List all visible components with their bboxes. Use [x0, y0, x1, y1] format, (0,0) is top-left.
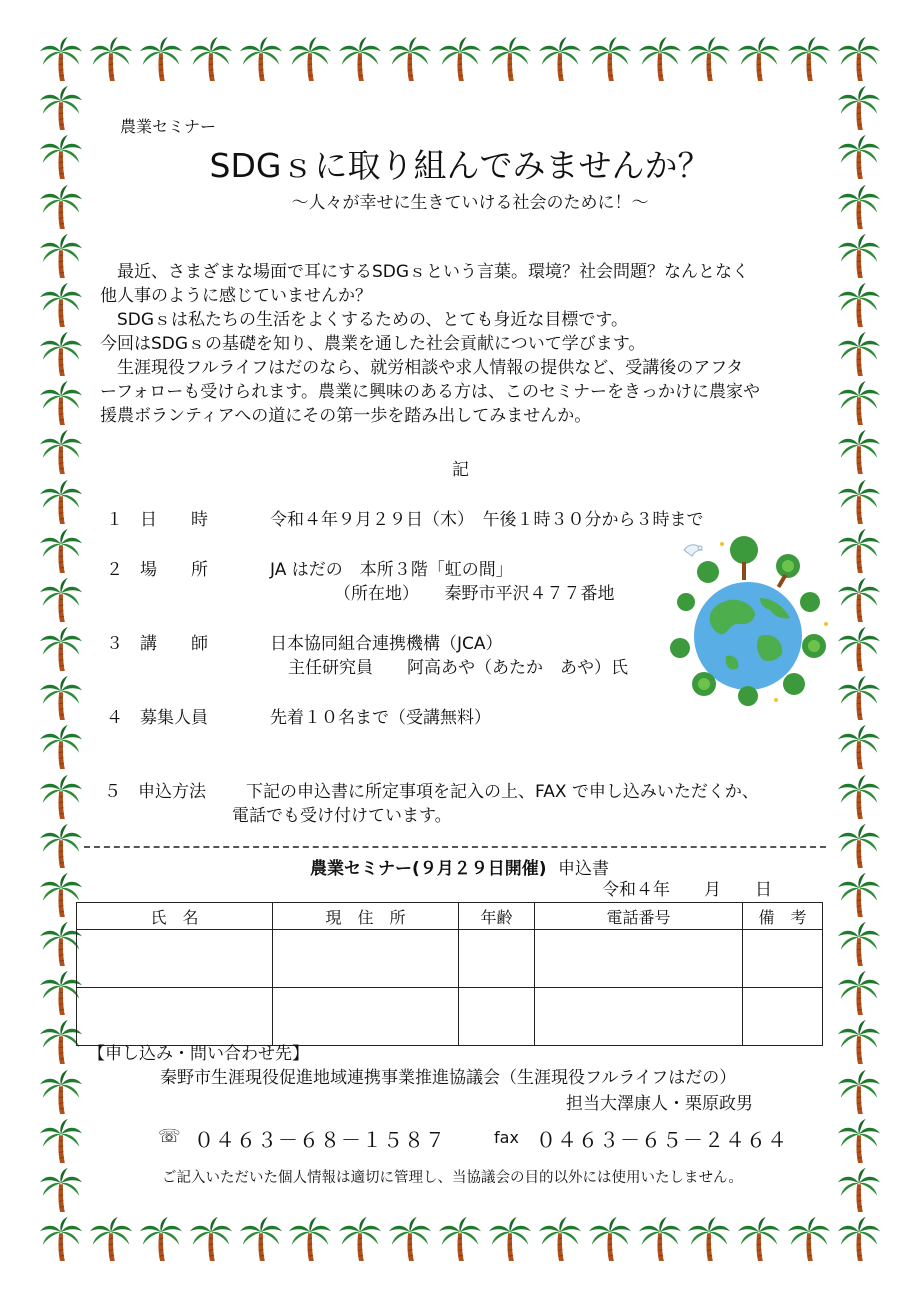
- palm-tree-icon: [736, 1216, 782, 1262]
- page-subtitle: ～人々が幸せに生きていける社会のために！～: [291, 193, 649, 213]
- palm-tree-icon: [287, 36, 333, 82]
- palm-tree-icon: [38, 1167, 84, 1213]
- palm-tree-icon: [836, 1118, 882, 1164]
- column-phone: 電話番号: [535, 903, 743, 930]
- item-4-num: ４: [106, 708, 123, 728]
- phone-cell[interactable]: [535, 930, 743, 988]
- remarks-cell[interactable]: [743, 930, 823, 988]
- tel-number: ０４６３－６８－１５８７: [194, 1128, 446, 1152]
- palm-tree-icon: [138, 1216, 184, 1262]
- item-4-label: 募集人員: [140, 708, 208, 728]
- page-title: SDGｓに取り組んでみませんか？: [209, 146, 711, 185]
- intro-line: 今回はSDGｓの基礎を知り、農業を通した社会貢献について学びます。: [100, 334, 646, 354]
- item-2-num: ２: [106, 560, 123, 580]
- dove-icon: [684, 545, 702, 556]
- form-date: 令和４年 月 日: [602, 880, 772, 900]
- palm-tree-icon: [836, 872, 882, 918]
- palm-tree-icon: [287, 1216, 333, 1262]
- intro-paragraph: [100, 260, 760, 428]
- fax-number: ０４６３－６５－２４６４: [536, 1128, 788, 1152]
- palm-tree-icon: [38, 331, 84, 377]
- contact-org: 秦野市生涯現役促進地域連携事業推進協議会（生涯現役フルライフはだの）: [160, 1068, 737, 1088]
- palm-tree-icon: [188, 36, 234, 82]
- item-1-value: 令和４年９月２９日（木） 午後１時３０分から３時まで: [270, 510, 704, 530]
- palm-tree-icon: [736, 36, 782, 82]
- address-cell[interactable]: [273, 930, 459, 988]
- age-cell[interactable]: [459, 930, 535, 988]
- palm-tree-icon: [38, 282, 84, 328]
- palm-tree-icon: [38, 1216, 84, 1262]
- phone-icon: ☏: [158, 1126, 181, 1147]
- earth-with-trees-icon: [664, 536, 832, 708]
- palm-tree-icon: [238, 36, 284, 82]
- fax-label: fax: [494, 1128, 519, 1147]
- palm-tree-icon: [587, 1216, 633, 1262]
- palm-tree-icon: [836, 233, 882, 279]
- palm-tree-icon: [836, 331, 882, 377]
- item-5-value-cont: 電話でも受け付けています。: [232, 806, 452, 826]
- intro-line: 生涯現役フルライフはだのなら、就労相談や求人情報の提供など、受講後のアフタ: [100, 358, 744, 378]
- name-cell[interactable]: [77, 930, 273, 988]
- palm-tree-icon: [836, 577, 882, 623]
- palm-tree-icon: [537, 36, 583, 82]
- palm-tree-icon: [836, 724, 882, 770]
- item-2-label: 場 所: [140, 560, 208, 580]
- palm-tree-icon: [836, 823, 882, 869]
- contact-heading: 【申し込み・問い合わせ先】: [88, 1044, 309, 1064]
- intro-line: 他人事のように感じていませんか？: [100, 286, 372, 306]
- palm-tree-icon: [437, 36, 483, 82]
- privacy-note: ご記入いただいた個人情報は適切に管理し、当協議会の目的以外には使用いたしません。: [162, 1170, 743, 1186]
- palm-tree-icon: [387, 36, 433, 82]
- item-4-value: 先着１０名まで（受講無料）: [270, 708, 491, 728]
- palm-tree-icon: [38, 85, 84, 131]
- item-5-label: 申込方法: [138, 782, 206, 802]
- item-5-num: ５: [104, 782, 121, 802]
- table-row: [77, 988, 823, 1046]
- intro-line: 援農ボランティアへの道にその第一歩を踏み出してみませんか。: [100, 406, 592, 426]
- palm-tree-icon: [88, 36, 134, 82]
- palm-tree-icon: [487, 36, 533, 82]
- palm-tree-icon: [38, 429, 84, 475]
- palm-tree-icon: [88, 1216, 134, 1262]
- remarks-cell[interactable]: [743, 988, 823, 1046]
- intro-line: SDGｓは私たちの生活をよくするための、とても身近な目標です。: [100, 310, 629, 330]
- palm-tree-icon: [836, 36, 882, 82]
- palm-tree-icon: [38, 626, 84, 672]
- palm-tree-icon: [786, 36, 832, 82]
- palm-tree-icon: [836, 85, 882, 131]
- table-row: [77, 930, 823, 988]
- palm-tree-icon: [537, 1216, 583, 1262]
- item-3-value: 日本協同組合連携機構（JCA）: [270, 634, 503, 654]
- column-address: 現 住 所: [273, 903, 459, 930]
- ki-mark: 記: [452, 460, 469, 480]
- palm-tree-icon: [38, 1069, 84, 1115]
- application-form-table: [76, 902, 823, 1046]
- palm-tree-icon: [38, 577, 84, 623]
- palm-tree-icon: [836, 1216, 882, 1262]
- palm-tree-icon: [836, 675, 882, 721]
- palm-tree-icon: [38, 724, 84, 770]
- item-3-label: 講 師: [140, 634, 208, 654]
- palm-tree-icon: [587, 36, 633, 82]
- palm-tree-icon: [637, 1216, 683, 1262]
- palm-tree-icon: [836, 282, 882, 328]
- palm-tree-icon: [38, 36, 84, 82]
- palm-tree-icon: [38, 774, 84, 820]
- intro-line: 最近、さまざまな場面で耳にするSDGｓという言葉。環境？社会問題？なんとなく: [100, 262, 750, 282]
- palm-tree-icon: [238, 1216, 284, 1262]
- palm-tree-icon: [38, 1118, 84, 1164]
- palm-tree-icon: [836, 921, 882, 967]
- palm-tree-icon: [38, 675, 84, 721]
- palm-tree-icon: [38, 823, 84, 869]
- item-1-label: 日 時: [140, 510, 208, 530]
- contact-persons: 担当大澤康人・栗原政男: [566, 1094, 753, 1114]
- palm-tree-icon: [387, 1216, 433, 1262]
- palm-tree-icon: [686, 36, 732, 82]
- palm-tree-icon: [836, 970, 882, 1016]
- cut-line: [84, 846, 826, 848]
- palm-tree-icon: [686, 1216, 732, 1262]
- item-5-value: 下記の申込書に所定事項を記入の上、FAX で申し込みいただくか、: [246, 782, 759, 802]
- form-title-suffix: 申込書: [557, 859, 609, 879]
- palm-tree-icon: [836, 528, 882, 574]
- address-cell[interactable]: [273, 988, 459, 1046]
- palm-tree-icon: [487, 1216, 533, 1262]
- palm-tree-icon: [138, 36, 184, 82]
- age-cell[interactable]: [459, 988, 535, 1046]
- palm-tree-icon: [38, 528, 84, 574]
- palm-tree-icon: [38, 479, 84, 525]
- item-3-num: ３: [106, 634, 123, 654]
- table-header-row: [77, 903, 823, 930]
- palm-tree-icon: [836, 626, 882, 672]
- palm-tree-icon: [637, 36, 683, 82]
- form-title-bold: 農業セミナー(９月２９日開催): [310, 859, 547, 879]
- palm-tree-icon: [38, 380, 84, 426]
- item-1-num: １: [106, 510, 123, 530]
- item-2-value: JA はだの 本所３階「虹の間」: [270, 560, 513, 580]
- palm-tree-icon: [836, 1167, 882, 1213]
- palm-tree-icon: [188, 1216, 234, 1262]
- palm-tree-icon: [836, 774, 882, 820]
- palm-tree-icon: [38, 233, 84, 279]
- palm-tree-icon: [437, 1216, 483, 1262]
- form-title: [310, 854, 609, 879]
- category-label: 農業セミナー: [120, 117, 217, 136]
- palm-tree-icon: [836, 380, 882, 426]
- column-remarks: 備 考: [743, 903, 823, 930]
- name-cell[interactable]: [77, 988, 273, 1046]
- palm-tree-icon: [836, 429, 882, 475]
- palm-tree-icon: [836, 1019, 882, 1065]
- item-3-lecturer: 主任研究員 阿高あや（あたか あや）氏: [288, 658, 628, 678]
- palm-tree-icon: [337, 1216, 383, 1262]
- phone-cell[interactable]: [535, 988, 743, 1046]
- palm-tree-icon: [836, 479, 882, 525]
- item-2-address: （所在地） 秦野市平沢４７７番地: [334, 584, 615, 604]
- palm-tree-icon: [836, 1069, 882, 1115]
- palm-tree-icon: [337, 36, 383, 82]
- intro-line: ーフォローも受けられます。農業に興味のある方は、このセミナーをきっかけに農家や: [100, 382, 760, 402]
- column-name: 氏 名: [77, 903, 273, 930]
- column-age: 年齢: [459, 903, 535, 930]
- palm-tree-icon: [786, 1216, 832, 1262]
